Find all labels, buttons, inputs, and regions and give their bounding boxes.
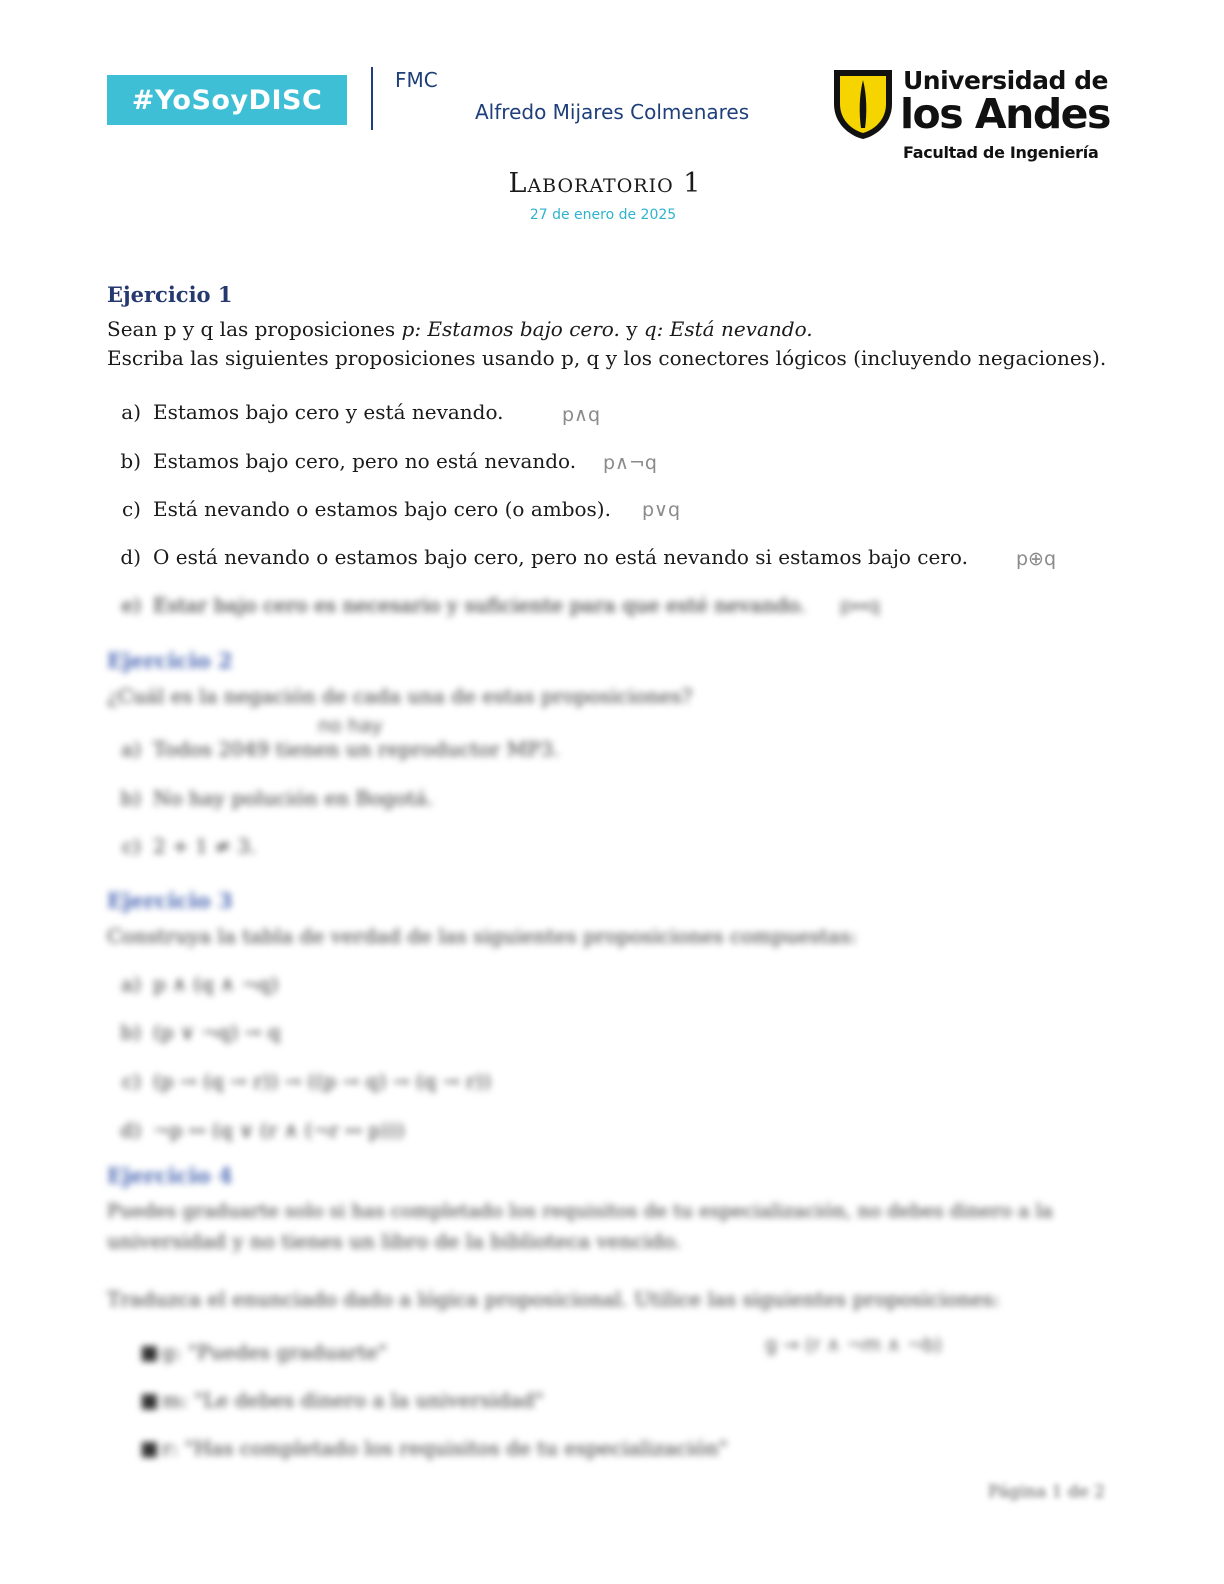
item-label: d) — [120, 545, 141, 569]
item-text: Estar bajo cero es necesario y suficiente para que esté nevando. — [153, 593, 806, 617]
ejercicio3-question: Construya la tabla de verdad de las siguientes proposiciones compuestas: — [107, 924, 857, 948]
item-label: c) — [121, 497, 141, 521]
item-text: Estamos bajo cero, pero no está nevando. — [153, 449, 577, 473]
university-name-line1: Universidad de — [903, 66, 1108, 95]
list-item — [107, 834, 256, 858]
item-text: Estamos bajo cero y está nevando. — [153, 400, 504, 424]
item-label: a) — [121, 972, 141, 996]
handwritten-answer: p∧¬q — [603, 452, 657, 474]
list-item — [107, 737, 560, 761]
item-text: (p ∨ ¬q) → q — [153, 1020, 281, 1044]
ejercicio4-paragraph-line2: universidad y no tienes un libro de la biblioteca vencido. — [107, 1229, 681, 1253]
ejercicio1-instruction: Escriba las siguientes proposiciones usando p, q y los conectores lógicos (incluyendo negaciones). — [107, 346, 1107, 370]
item-label: b) — [120, 786, 141, 810]
bullet-text: g: "Puedes graduarte" — [162, 1340, 388, 1364]
page-number: Página 1 de 2 — [988, 1482, 1105, 1502]
item-text: Todos 2049 tienen un reproductor MP3. — [153, 737, 560, 761]
ejercicio2-heading: Ejercicio 2 — [107, 648, 233, 673]
course-name: FMC — [395, 68, 438, 92]
ejercicio1-heading: Ejercicio 1 — [107, 282, 233, 307]
document-title: Laboratorio 1 — [508, 168, 702, 199]
item-label: d) — [120, 1118, 141, 1142]
p-definition: p: Estamos bajo cero. — [401, 317, 620, 341]
university-name-line2: los Andes — [900, 90, 1110, 138]
item-label: a) — [121, 737, 141, 761]
list-item — [107, 786, 433, 810]
handwritten-note: no hay — [318, 715, 383, 737]
item-label: e) — [121, 593, 141, 617]
ejercicio2-question: ¿Cuál es la negación de cada una de estas proposiciones? — [107, 684, 693, 708]
ejercicio4-paragraph-line1: Puedes graduarte solo si has completado los requisitos de tu especialización, no debes dinero a la — [107, 1200, 1053, 1222]
bullet-text: m: "Le debes dinero a la universidad" — [162, 1388, 544, 1412]
bullet-item — [140, 1340, 387, 1364]
faculty-name: Facultad de Ingeniería — [903, 143, 1099, 162]
item-label: a) — [121, 400, 141, 424]
item-text: (p → (q → r)) → ((p → q) → (q → r)) — [153, 1069, 491, 1093]
bullet-text: r: "Has completado los requisitos de tu especialización" — [162, 1436, 728, 1460]
item-text: 2 + 1 ≠ 3. — [153, 834, 257, 858]
handwritten-answer: p∧q — [562, 404, 601, 426]
author-name: Alfredo Mijares Colmenares — [475, 100, 750, 124]
document-date: 27 de enero de 2025 — [529, 207, 677, 223]
item-label: c) — [121, 1069, 141, 1093]
handwritten-answer: p∨q — [642, 499, 681, 521]
item-text: ¬p ↔ (q ∨ (r ∧ (¬r ↔ p))) — [153, 1118, 405, 1142]
item-label: b) — [120, 449, 141, 473]
yosoydisc-banner: #YoSoyDISC — [107, 75, 347, 125]
list-item — [107, 593, 806, 617]
intro-prefix: Sean p y q las proposiciones — [107, 317, 396, 341]
item-text: p ∧ (q ∧ ¬q) — [153, 972, 279, 996]
q-definition: q: Está nevando. — [643, 317, 813, 341]
item-text: Está nevando o estamos bajo cero (o ambos). — [153, 497, 611, 521]
ejercicio4-instruction: Traduzca el enunciado dado a lógica proposicional. Utilice las siguientes proposiciones: — [107, 1287, 1000, 1311]
bullet-icon: ■ — [140, 1388, 159, 1412]
list-item — [107, 1069, 491, 1093]
handwritten-answer: g → (r ∧ ¬m ∧ ¬b) — [765, 1334, 943, 1356]
bullet-icon: ■ — [140, 1436, 159, 1460]
handwritten-answer: p⊕q — [1016, 548, 1057, 570]
ejercicio3-heading: Ejercicio 3 — [107, 888, 233, 913]
item-label: c) — [121, 834, 141, 858]
item-text: O está nevando o estamos bajo cero, pero no está nevando si estamos bajo cero. — [153, 545, 968, 569]
intro-connector: y — [626, 317, 638, 341]
list-item — [107, 972, 278, 996]
list-item — [107, 1118, 405, 1142]
bullet-item — [140, 1388, 544, 1412]
bullet-item — [140, 1436, 728, 1460]
list-item — [107, 1020, 281, 1044]
item-text: No hay polución en Bogotá. — [153, 786, 434, 810]
handwritten-answer: p↔q — [840, 595, 881, 617]
ejercicio4-heading: Ejercicio 4 — [107, 1163, 233, 1188]
item-label: b) — [120, 1020, 141, 1044]
bullet-icon: ■ — [140, 1340, 159, 1364]
